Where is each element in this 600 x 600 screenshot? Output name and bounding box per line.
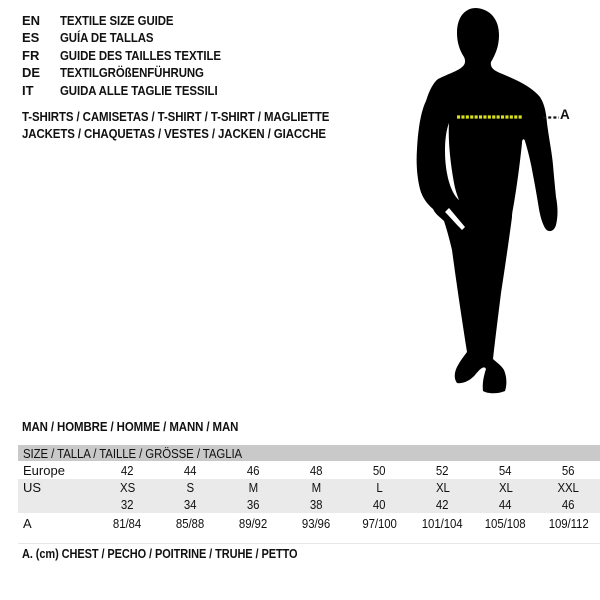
row-label: US	[18, 479, 96, 496]
footnote: A. (cm) CHEST / PECHO / POITRINE / TRUHE / PETTO	[22, 547, 298, 561]
category-line-jackets: JACKETS / CHAQUETAS / VESTES / JACKEN / GIACCHE	[22, 126, 326, 142]
language-code: FR	[22, 47, 40, 63]
row-label: Europe	[23, 462, 65, 478]
size-cell: 40	[348, 496, 411, 513]
language-title: TEXTILE SIZE GUIDE	[60, 13, 174, 28]
man-silhouette-figure	[400, 5, 570, 405]
language-code: ES	[22, 30, 40, 46]
language-title: GUÍA DE TALLAS	[60, 30, 154, 46]
table-row	[18, 461, 600, 479]
size-table-header: SIZE / TALLA / TAILLE / GRÖSSE / TAGLIA	[18, 445, 600, 461]
man-silhouette-path	[417, 8, 558, 393]
size-cell: 54	[499, 462, 512, 478]
category-lines	[22, 108, 371, 142]
language-title: GUIDE DES TAILLES TEXTILE	[60, 47, 221, 63]
size-table-header-row	[18, 445, 600, 461]
size-cell: M	[222, 479, 285, 496]
size-cell: S	[159, 479, 222, 496]
measurement-label-a: A	[560, 107, 570, 122]
language-title: TEXTILGRÖßENFÜHRUNG	[60, 65, 204, 81]
size-cell: 46	[247, 462, 260, 478]
size-cell: XXL	[537, 479, 600, 496]
language-code: EN	[22, 13, 41, 28]
size-cell: 97/100	[362, 515, 397, 531]
size-cell: 34	[159, 496, 222, 513]
size-cell: 36	[222, 496, 285, 513]
table-row	[18, 479, 600, 496]
table-row	[18, 496, 600, 513]
size-cell: 81/84	[113, 515, 142, 531]
size-cell: 44	[474, 496, 537, 513]
language-title: GUIDA ALLE TAGLIE TESSILI	[60, 82, 218, 98]
size-cell: XS	[96, 479, 159, 496]
language-code: IT	[22, 82, 34, 98]
bottom-divider	[18, 543, 600, 544]
size-cell: 85/88	[176, 515, 205, 531]
size-cell: 42	[411, 496, 474, 513]
size-table	[18, 445, 600, 533]
size-cell: 32	[96, 496, 159, 513]
size-cell: 89/92	[239, 515, 268, 531]
language-row	[22, 12, 243, 29]
size-cell: 52	[436, 462, 449, 478]
row-label	[18, 496, 96, 513]
language-list	[22, 12, 243, 99]
row-label: A	[23, 515, 32, 531]
language-row	[22, 47, 243, 64]
category-line-tshirts: T-SHIRTS / CAMISETAS / T-SHIRT / T-SHIRT / MAGLIETTE	[22, 109, 330, 124]
size-cell: XL	[474, 479, 537, 496]
language-code: DE	[22, 65, 41, 81]
size-cell: 38	[285, 496, 348, 513]
size-cell: 46	[537, 496, 600, 513]
language-row	[22, 64, 243, 81]
size-cell: 44	[184, 462, 197, 478]
size-cell: M	[285, 479, 348, 496]
size-cell: 93/96	[302, 515, 331, 531]
size-cell: XL	[411, 479, 474, 496]
size-cell: 105/108	[485, 515, 526, 531]
section-title: MAN / HOMBRE / HOMME / MANN / MAN	[22, 419, 239, 434]
size-cell: 50	[373, 462, 386, 478]
size-cell: 48	[310, 462, 323, 478]
size-cell: 42	[121, 462, 134, 478]
size-cell: 109/112	[548, 515, 589, 531]
language-row	[22, 29, 243, 46]
table-row	[18, 513, 600, 533]
size-cell: L	[348, 479, 411, 496]
man-silhouette	[400, 5, 570, 405]
language-row	[22, 82, 243, 99]
size-cell: 56	[562, 462, 575, 478]
size-cell: 101/104	[422, 515, 463, 531]
